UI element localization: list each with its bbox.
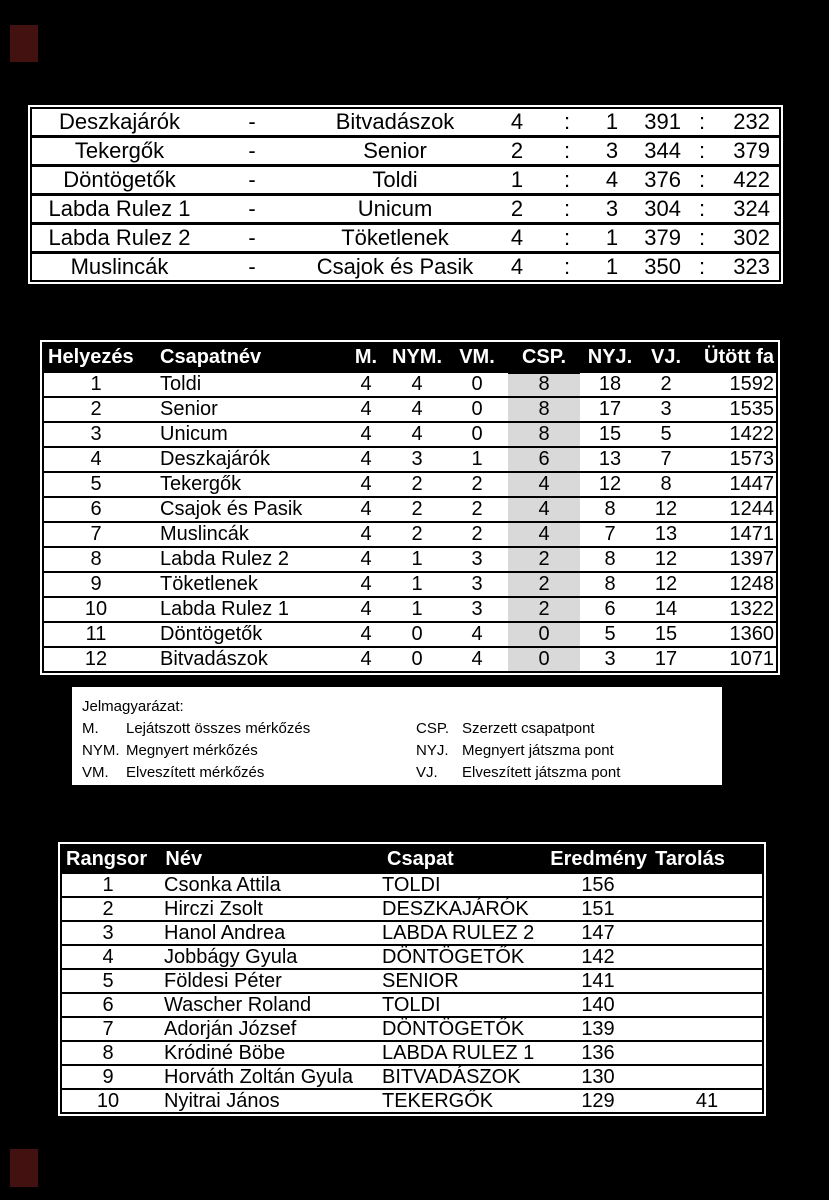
individual-row [62, 1018, 762, 1042]
individual-row [62, 898, 762, 922]
games-won: 7 [580, 523, 640, 546]
rank: 8 [62, 1042, 154, 1064]
away-team: Senior [297, 138, 493, 164]
games-won: 8 [580, 548, 640, 571]
wins: 0 [388, 648, 446, 671]
away-sets: 1 [593, 225, 631, 251]
away-team: Unicum [297, 196, 493, 222]
rank: 6 [44, 498, 148, 521]
losses: 2 [446, 523, 508, 546]
pins-colon: : [681, 109, 723, 135]
col-header-csapat: Csapat [387, 847, 454, 870]
games-lost: 8 [640, 473, 692, 496]
home-pins: 344 [631, 138, 681, 164]
team-points: 0 [538, 623, 550, 645]
pins-total: 1573 [692, 448, 776, 471]
home-pins: 304 [631, 196, 681, 222]
matches: 4 [344, 573, 388, 596]
legend-box [72, 687, 722, 785]
corner-mark-bottom [10, 1149, 38, 1187]
wins: 2 [388, 498, 446, 521]
home-sets: 2 [493, 138, 541, 164]
games-lost: 2 [640, 373, 692, 396]
away-sets: 3 [593, 196, 631, 222]
losses: 4 [446, 623, 508, 646]
team-name: Bitvadászok [148, 648, 344, 671]
sets-colon: : [541, 254, 593, 280]
games-lost: 12 [640, 498, 692, 521]
team-name: Labda Rulez 1 [148, 598, 344, 621]
team-name: Toldi [148, 373, 344, 396]
legend-rows [82, 717, 722, 783]
legend-abbr: CSP. [416, 719, 450, 737]
home-sets: 4 [493, 109, 541, 135]
games-lost: 14 [640, 598, 692, 621]
standings-row [44, 523, 776, 548]
team-name: Muslincák [148, 523, 344, 546]
away-sets: 3 [593, 138, 631, 164]
matches: 4 [344, 448, 388, 471]
games-won: 15 [580, 423, 640, 446]
pins-total: 1447 [692, 473, 776, 496]
team-name: Tekergők [148, 473, 344, 496]
corner-mark-top [10, 25, 38, 62]
team-name: Labda Rulez 2 [148, 548, 344, 571]
standings-row [44, 548, 776, 573]
wins: 1 [388, 573, 446, 596]
legend-title: Jelmagyarázat: [82, 697, 184, 715]
pins-total: 1422 [692, 423, 776, 446]
matches: 4 [344, 473, 388, 496]
col-header-nyj: NYJ. [587, 346, 633, 368]
legend-row [82, 717, 722, 739]
rank: 9 [62, 1066, 154, 1088]
score: 142 [544, 946, 652, 968]
games-lost: 12 [640, 548, 692, 571]
away-pins: 422 [723, 167, 770, 193]
games-won: 5 [580, 623, 640, 646]
rank: 11 [44, 623, 148, 646]
pins-total: 1397 [692, 548, 776, 571]
games-won: 12 [580, 473, 640, 496]
wins: 2 [388, 523, 446, 546]
strikes [652, 922, 762, 944]
pins-total: 1071 [692, 648, 776, 671]
home-team: Labda Rulez 2 [32, 225, 207, 251]
losses: 3 [446, 548, 508, 571]
games-lost: 17 [640, 648, 692, 671]
games-lost: 15 [640, 623, 692, 646]
legend-abbr: NYJ. [416, 741, 449, 759]
away-sets: 1 [593, 109, 631, 135]
standings-table [40, 340, 780, 675]
team-points: 8 [538, 423, 550, 445]
strikes [652, 1018, 762, 1040]
match-row [32, 167, 779, 196]
games-won: 17 [580, 398, 640, 421]
row-filler [770, 109, 779, 135]
team-points: 0 [538, 648, 550, 670]
away-sets: 4 [593, 167, 631, 193]
wins: 2 [388, 473, 446, 496]
score: 147 [544, 922, 652, 944]
rank: 1 [62, 874, 154, 896]
strikes [652, 946, 762, 968]
score: 130 [544, 1066, 652, 1088]
col-header-tarolas: Tarolás [655, 847, 725, 870]
games-lost: 7 [640, 448, 692, 471]
legend-row [82, 739, 722, 761]
home-team: Muslincák [32, 254, 207, 280]
matches: 4 [344, 373, 388, 396]
pins-total: 1592 [692, 373, 776, 396]
col-header-nym: NYM. [392, 346, 442, 368]
pins-total: 1471 [692, 523, 776, 546]
player-team: TOLDI [376, 994, 544, 1016]
vs-dash: - [207, 254, 297, 280]
games-won: 3 [580, 648, 640, 671]
row-filler [770, 167, 779, 193]
matches: 4 [344, 548, 388, 571]
games-lost: 3 [640, 398, 692, 421]
player-name: Csonka Attila [154, 874, 376, 896]
vs-dash: - [207, 167, 297, 193]
home-pins: 350 [631, 254, 681, 280]
rank: 3 [62, 922, 154, 944]
home-sets: 4 [493, 225, 541, 251]
losses: 0 [446, 423, 508, 446]
rank: 8 [44, 548, 148, 571]
col-header-m: M. [354, 346, 378, 368]
pins-total: 1360 [692, 623, 776, 646]
score: 156 [544, 874, 652, 896]
individual-row [62, 1042, 762, 1066]
col-header-nev: Név [165, 847, 203, 870]
team-name: Deszkajárók [148, 448, 344, 471]
losses: 3 [446, 598, 508, 621]
home-team: Labda Rulez 1 [32, 196, 207, 222]
vs-dash: - [207, 225, 297, 251]
player-name: Földesi Péter [154, 970, 376, 992]
wins: 4 [388, 373, 446, 396]
losses: 2 [446, 498, 508, 521]
matches: 4 [344, 648, 388, 671]
match-row [32, 138, 779, 167]
standings-row [44, 623, 776, 648]
player-team: LABDA RULEZ 2 [376, 922, 544, 944]
team-points: 8 [538, 373, 550, 395]
standings-header-row [44, 344, 776, 373]
games-lost: 5 [640, 423, 692, 446]
legend-desc: Szerzett csapatpont [462, 719, 595, 737]
player-name: Kródiné Böbe [154, 1042, 376, 1064]
score: 129 [544, 1090, 652, 1112]
away-sets: 1 [593, 254, 631, 280]
rank: 4 [44, 448, 148, 471]
games-won: 8 [580, 498, 640, 521]
player-team: DÖNTÖGETŐK [376, 946, 544, 968]
team-name: Döntögetők [148, 623, 344, 646]
standings-row [44, 473, 776, 498]
match-row [32, 196, 779, 225]
losses: 4 [446, 648, 508, 671]
vs-dash: - [207, 109, 297, 135]
score: 140 [544, 994, 652, 1016]
sets-colon: : [541, 167, 593, 193]
wins: 4 [388, 398, 446, 421]
away-pins: 324 [723, 196, 770, 222]
legend-abbr: VJ. [416, 763, 438, 781]
rank: 10 [62, 1090, 154, 1112]
rank: 1 [44, 373, 148, 396]
standings-row [44, 373, 776, 398]
home-pins: 379 [631, 225, 681, 251]
player-name: Jobbágy Gyula [154, 946, 376, 968]
rank: 2 [44, 398, 148, 421]
legend-row [82, 761, 722, 783]
home-team: Döntögetők [32, 167, 207, 193]
standings-row [44, 573, 776, 598]
score: 136 [544, 1042, 652, 1064]
row-filler [770, 196, 779, 222]
rank: 12 [44, 648, 148, 671]
home-team: Tekergők [32, 138, 207, 164]
strikes [652, 1066, 762, 1088]
individual-row [62, 946, 762, 970]
rank: 10 [44, 598, 148, 621]
games-won: 8 [580, 573, 640, 596]
player-team: TOLDI [376, 874, 544, 896]
col-header-helyezes: Helyezés [48, 346, 134, 368]
score: 141 [544, 970, 652, 992]
sets-colon: : [541, 196, 593, 222]
legend-desc: Elveszített mérkőzés [126, 763, 265, 781]
individual-header-row [62, 846, 762, 874]
individual-row [62, 922, 762, 946]
losses: 1 [446, 448, 508, 471]
matches: 4 [344, 598, 388, 621]
col-header-vm: VM. [459, 346, 495, 368]
col-header-csp: CSP. [521, 346, 567, 368]
standings-row [44, 598, 776, 623]
away-team: Töketlenek [297, 225, 493, 251]
team-points: 6 [538, 448, 550, 470]
individual-body [62, 874, 762, 1112]
individual-row [62, 1066, 762, 1090]
team-name: Töketlenek [148, 573, 344, 596]
player-team: DÖNTÖGETŐK [376, 1018, 544, 1040]
col-header-rangsor: Rangsor [66, 847, 148, 870]
team-name: Senior [148, 398, 344, 421]
standings-row [44, 648, 776, 671]
matches: 4 [344, 423, 388, 446]
individual-row [62, 994, 762, 1018]
team-name: Unicum [148, 423, 344, 446]
player-team: LABDA RULEZ 1 [376, 1042, 544, 1064]
standings-row [44, 498, 776, 523]
team-points: 4 [538, 523, 550, 545]
match-row [32, 109, 779, 138]
matches: 4 [344, 523, 388, 546]
legend-desc: Lejátszott összes mérkőzés [126, 719, 311, 737]
col-header-utott-fa: Ütött fa [704, 346, 774, 368]
wins: 0 [388, 623, 446, 646]
team-points: 2 [538, 598, 550, 620]
wins: 1 [388, 598, 446, 621]
team-name: Csajok és Pasik [148, 498, 344, 521]
rank: 2 [62, 898, 154, 920]
player-team: TEKERGŐK [376, 1090, 544, 1112]
games-won: 18 [580, 373, 640, 396]
team-points: 4 [538, 498, 550, 520]
col-header-eredmeny: Eredmény [550, 847, 647, 870]
match-row [32, 254, 779, 280]
wins: 3 [388, 448, 446, 471]
match-row [32, 225, 779, 254]
player-team: BITVADÁSZOK [376, 1066, 544, 1088]
strikes [652, 898, 762, 920]
player-name: Hirczi Zsolt [154, 898, 376, 920]
wins: 4 [388, 423, 446, 446]
strikes [652, 994, 762, 1016]
pins-colon: : [681, 138, 723, 164]
home-sets: 4 [493, 254, 541, 280]
standings-row [44, 448, 776, 473]
pins-total: 1535 [692, 398, 776, 421]
team-points: 2 [538, 548, 550, 570]
strikes [652, 1042, 762, 1064]
rank: 7 [44, 523, 148, 546]
standings-row [44, 423, 776, 448]
home-team: Deszkajárók [32, 109, 207, 135]
away-team: Bitvadászok [297, 109, 493, 135]
away-pins: 379 [723, 138, 770, 164]
matches: 4 [344, 398, 388, 421]
pins-total: 1248 [692, 573, 776, 596]
player-team: SENIOR [376, 970, 544, 992]
away-team: Toldi [297, 167, 493, 193]
games-lost: 12 [640, 573, 692, 596]
vs-dash: - [207, 138, 297, 164]
rank: 3 [44, 423, 148, 446]
sets-colon: : [541, 109, 593, 135]
losses: 0 [446, 398, 508, 421]
losses: 2 [446, 473, 508, 496]
vs-dash: - [207, 196, 297, 222]
games-won: 6 [580, 598, 640, 621]
wins: 1 [388, 548, 446, 571]
individual-row [62, 1090, 762, 1112]
strikes [652, 874, 762, 896]
player-name: Horváth Zoltán Gyula [154, 1066, 376, 1088]
losses: 3 [446, 573, 508, 596]
home-sets: 2 [493, 196, 541, 222]
legend-desc: Megnyert mérkőzés [126, 741, 258, 759]
away-pins: 302 [723, 225, 770, 251]
match-results-table [28, 105, 783, 284]
col-header-csapatnev: Csapatnév [160, 346, 262, 368]
rank: 4 [62, 946, 154, 968]
sets-colon: : [541, 138, 593, 164]
player-name: Nyitrai János [154, 1090, 376, 1112]
rank: 6 [62, 994, 154, 1016]
row-filler [770, 225, 779, 251]
rank: 5 [62, 970, 154, 992]
row-filler [770, 254, 779, 280]
player-team: DESZKAJÁRÓK [376, 898, 544, 920]
player-name: Wascher Roland [154, 994, 376, 1016]
pins-colon: : [681, 254, 723, 280]
pins-total: 1244 [692, 498, 776, 521]
player-name: Hanol Andrea [154, 922, 376, 944]
matches: 4 [344, 623, 388, 646]
team-points: 4 [538, 473, 550, 495]
pins-total: 1322 [692, 598, 776, 621]
rank: 7 [62, 1018, 154, 1040]
away-team: Csajok és Pasik [297, 254, 493, 280]
away-pins: 232 [723, 109, 770, 135]
games-won: 13 [580, 448, 640, 471]
pins-colon: : [681, 225, 723, 251]
individual-row [62, 970, 762, 994]
player-name: Adorján József [154, 1018, 376, 1040]
legend-desc: Elveszített játszma pont [462, 763, 621, 781]
legend-abbr: M. [82, 719, 99, 737]
strikes [652, 970, 762, 992]
games-lost: 13 [640, 523, 692, 546]
row-filler [770, 138, 779, 164]
legend-abbr: VM. [82, 763, 109, 781]
col-header-vj: VJ. [650, 346, 682, 368]
legend-desc: Megnyert játszma pont [462, 741, 614, 759]
individual-ranking-table [58, 842, 766, 1116]
team-points: 8 [538, 398, 550, 420]
legend-abbr: NYM. [82, 741, 120, 759]
score: 139 [544, 1018, 652, 1040]
standings-row [44, 398, 776, 423]
pins-colon: : [681, 167, 723, 193]
matches: 4 [344, 498, 388, 521]
home-pins: 391 [631, 109, 681, 135]
score: 151 [544, 898, 652, 920]
strikes: 41 [652, 1090, 762, 1112]
standings-body [44, 373, 776, 671]
home-pins: 376 [631, 167, 681, 193]
rank: 9 [44, 573, 148, 596]
team-points: 2 [538, 573, 550, 595]
losses: 0 [446, 373, 508, 396]
rank: 5 [44, 473, 148, 496]
home-sets: 1 [493, 167, 541, 193]
individual-row [62, 874, 762, 898]
sets-colon: : [541, 225, 593, 251]
away-pins: 323 [723, 254, 770, 280]
pins-colon: : [681, 196, 723, 222]
